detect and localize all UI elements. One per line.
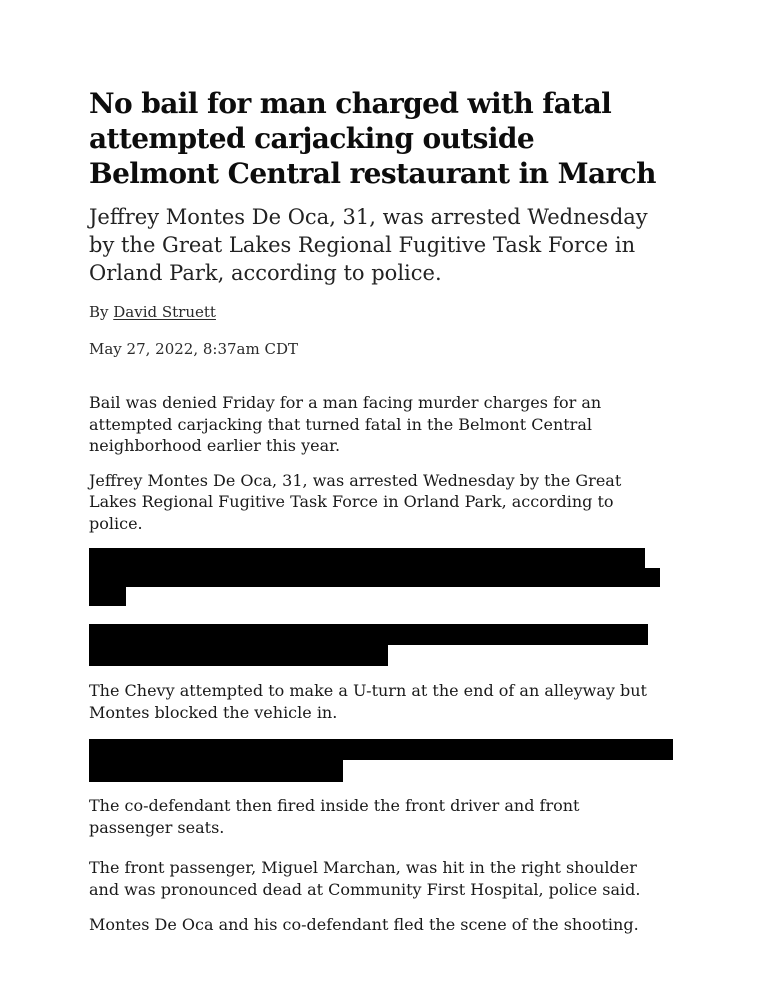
paragraph-fled-scene: Montes De Oca and his co-defendant fled the scene of the shooting. [89, 915, 639, 934]
redacted-line [89, 739, 673, 760]
paragraph-front-passenger: The front passenger, Miguel Marchan, was hit in the right shoulder and was pronounced dead at Community First Hospital, police said. [89, 858, 641, 899]
paragraph-codefendant-fired: The co-defendant then fired inside the front driver and front passenger seats. [89, 796, 580, 837]
redacted-line [89, 624, 648, 645]
byline-prefix: By [89, 303, 114, 321]
author-link[interactable]: David Struett [113, 303, 216, 321]
redacted-line [89, 587, 126, 606]
article-timestamp: May 27, 2022, 8:37am CDT [89, 340, 299, 358]
article-headline: No bail for man charged with fatal attempted carjacking outside Belmont Central restaurant in March [89, 87, 656, 190]
paragraph-chevy-uturn: The Chevy attempted to make a U-turn at the end of an alleyway but Montes blocked the vehicle in. [89, 681, 647, 722]
paragraph-bail-denied: Bail was denied Friday for a man facing murder charges for an attempted carjacking that turned fatal in the Belmont Central neighborhood earlier this year. [89, 393, 602, 455]
redacted-line [89, 548, 645, 568]
redacted-line [89, 760, 343, 782]
redacted-block-2 [89, 624, 660, 666]
byline [89, 303, 660, 321]
redacted-line [89, 645, 388, 666]
article-subheadline: Jeffrey Montes De Oca, 31, was arrested Wednesday by the Great Lakes Regional Fugitive Task Force in Orland Park, according to police. [89, 205, 648, 285]
redacted-line [89, 568, 660, 587]
redacted-block-3 [89, 739, 660, 782]
paragraph-arrested: Jeffrey Montes De Oca, 31, was arrested Wednesday by the Great Lakes Regional Fugitive Task Force in Orland Park, according to police. [89, 470, 622, 533]
redacted-block-1 [89, 548, 660, 606]
